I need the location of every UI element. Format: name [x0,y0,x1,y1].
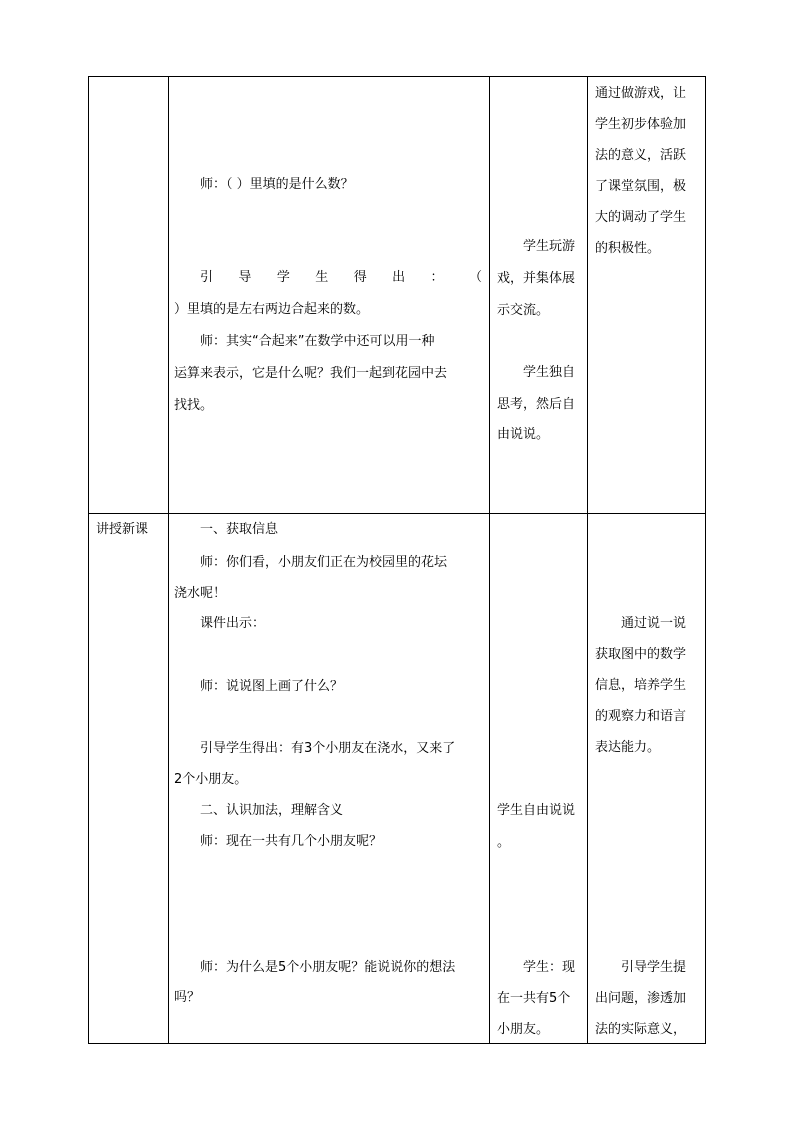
student-activity-line-3: 示交流。 [497,303,550,318]
guide-char: 学 [276,270,290,285]
column-divider-stage [168,77,169,1043]
guide-line-2: ）里填的是左右两边合起来的数。 [174,302,370,317]
guide-char: 引 [200,270,214,285]
teacher-line-4b: 吗？ [174,990,201,1005]
design-intent-2-line-1: 通过说一说 [621,616,687,631]
guide-line-2b: 2个小朋友。 [174,772,248,787]
student-activity-line-4: 学生独自 [523,365,576,380]
student-response-line-5: 小朋友。 [497,1022,550,1037]
teacher-line-2: 师：说说图上画了什么？ [200,679,344,694]
column-divider-content [489,77,490,1043]
teacher-line-3: 师：现在一共有几个小朋友呢？ [200,834,383,849]
guide-char: ： [430,270,444,285]
design-intent-2-line-7: 出问题，渗透加 [595,991,687,1006]
guide-char: 导 [238,270,252,285]
student-activity-line-1: 学生玩游 [523,239,576,254]
teacher-question-2-line-3: 找找。 [174,398,214,413]
design-intent-2-line-8: 法的实际意义， [595,1022,687,1037]
guide-char: 生 [315,270,329,285]
design-intent-2-line-6: 引导学生提 [621,960,687,975]
stage-label: 讲授新课 [96,522,149,537]
teacher-question-1: 师：（ ）里填的是什么数？ [200,177,354,192]
design-intent-line-4: 了课堂氛围，极 [595,179,687,194]
design-intent-line-3: 法的意义，活跃 [595,148,687,163]
teacher-line-4a: 师：为什么是5个小朋友呢？能说说你的想法 [200,960,456,975]
guide-char: 出 [392,270,406,285]
design-intent-2-line-4: 的观察力和语言 [595,709,687,724]
teacher-line-1a: 师：你们看，小朋友们正在为校园里的花坛 [200,555,448,570]
design-intent-2-line-5: 表达能力。 [595,740,661,755]
teacher-question-2-line-1: 师：其实“合起来”在数学中还可以用一种 [200,334,435,349]
column-divider-student [587,77,588,1043]
design-intent-2-line-2: 获取图中的数学 [595,647,687,662]
row-divider [89,513,705,514]
student-response-line-4: 在一共有5个 [497,991,571,1006]
student-response-line-3: 学生：现 [523,960,576,975]
guide-char: 得 [353,270,367,285]
design-intent-line-1: 通过做游戏，让 [595,86,687,101]
design-intent-line-6: 的积极性。 [595,241,661,256]
design-intent-2-line-3: 信息，培养学生 [595,678,687,693]
teacher-line-1b: 浇水呢！ [174,586,227,601]
guide-line-1: 引导学生得出：有3个小朋友在浇水，又来了 [200,741,456,756]
guide-char: （ [468,270,482,285]
guide-line-spread [200,270,482,286]
student-activity-line-6: 由说说。 [497,427,550,442]
design-intent-line-5: 大的调动了学生 [595,210,687,225]
teacher-question-2-line-2: 运算来表示，它是什么呢？我们一起到花园中去 [174,366,448,381]
section-1-title: 一、获取信息 [200,522,279,537]
courseware-label: 课件出示： [200,616,266,631]
student-activity-line-2: 戏，并集体展 [497,271,576,286]
student-response-line-2: 。 [497,835,511,850]
design-intent-line-2: 学生初步体验加 [595,117,687,132]
section-2-title: 二、认识加法，理解含义 [200,803,344,818]
student-response-line-1: 学生自由说说 [497,803,576,818]
student-activity-line-5: 思考，然后自 [497,397,576,412]
